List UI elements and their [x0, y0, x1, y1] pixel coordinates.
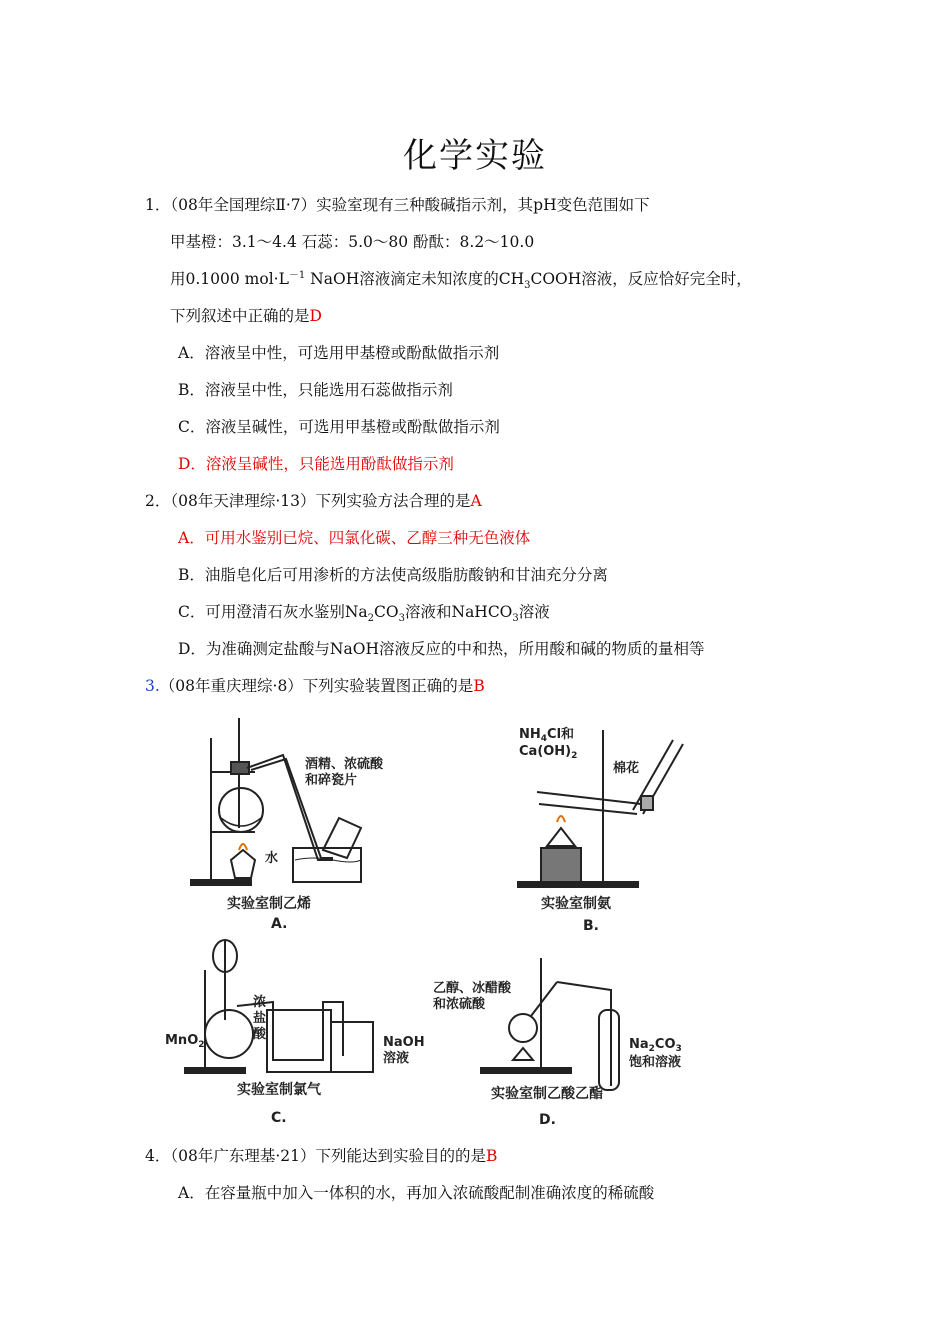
c-letter: C. — [271, 1110, 287, 1126]
d-label-sub2: 3 — [675, 1044, 682, 1054]
q1-line3-text: 用0.1000 mol·L — [170, 270, 289, 288]
q2-stem: （08年天津理综·13）下列实验方法合理的是 — [170, 492, 471, 510]
q1-option-a: A．溶液呈中性，可选用甲基橙或酚酞做指示剂 — [178, 344, 500, 362]
q1-line4-text: 下列叙述中正确的是 — [170, 307, 310, 325]
d-neck — [531, 982, 557, 1016]
q2-option-c-sub1: 2 — [367, 613, 375, 625]
q2-answer: A — [470, 492, 482, 510]
d-label-na: Na — [629, 1037, 649, 1052]
q2-stem-line — [145, 491, 482, 511]
a-label-reagents2: 和碎瓷片 — [305, 773, 358, 788]
a-label-reagents: 酒精、浓硫酸 — [305, 757, 384, 772]
b-letter: B. — [583, 918, 599, 934]
q3-stem-line — [145, 676, 485, 696]
b-label-nh: NH — [519, 727, 541, 742]
d-label-reagents2: 和浓硫酸 — [433, 997, 486, 1012]
d-flask — [509, 1014, 537, 1042]
q1-line3 — [170, 269, 752, 292]
a-lamp — [231, 850, 255, 878]
c-wash-bottle — [267, 1010, 331, 1072]
q2-option-a: A．可用水鉴别已烷、四氯化碳、乙醇三种无色液体 — [178, 529, 531, 547]
q4-option-a: A．在容量瓶中加入一体积的水，再加入浓硫酸配制准确浓度的稀硫酸 — [178, 1184, 655, 1202]
c-label-solution: 溶液 — [383, 1051, 410, 1066]
b-label-cl: Cl和 — [547, 727, 575, 742]
d-label-saturated: 饱和溶液 — [629, 1055, 682, 1070]
c-label-mno: MnO — [165, 1033, 199, 1048]
d-letter: D. — [539, 1112, 556, 1128]
page-title: 化学实验 — [403, 136, 547, 176]
q2-option-c-mid: CO — [374, 603, 399, 621]
q2-option-c-text: C．可用澄清石灰水鉴别Na — [178, 603, 368, 621]
c-label-mno2 — [165, 1033, 205, 1050]
q1-option-d: D．溶液呈碱性，只能选用酚酞做指示剂 — [178, 455, 454, 473]
q1-line3-sub: 3 — [524, 280, 531, 292]
a-letter: A. — [271, 916, 288, 932]
apparatus-svg — [163, 710, 703, 1132]
d-lamp — [513, 1048, 533, 1060]
b-label-reagent1 — [519, 726, 574, 744]
b-label-caoh: Ca(OH) — [519, 744, 572, 759]
b-label-cotton: 棉花 — [613, 761, 640, 776]
c-label-sub: 2 — [198, 1040, 205, 1050]
c-beaker — [331, 1022, 373, 1072]
q3-answer: B — [473, 677, 485, 695]
q2-option-c-mid2: 溶液和NaHCO — [405, 603, 513, 621]
q1-line3-sup: －1 — [288, 269, 306, 281]
q1-option-c: C．溶液呈碱性，可选用甲基橙或酚酞做指示剂 — [178, 418, 500, 436]
q1-stem-line — [145, 195, 650, 215]
a-collection-tube — [323, 818, 361, 858]
q3-number: 3. — [145, 677, 160, 695]
b-label-sub2: 2 — [571, 751, 578, 761]
q2-option-c-sub3: 3 — [512, 613, 519, 625]
apparatus-figure — [163, 710, 703, 1132]
q1-answer: D — [309, 307, 322, 325]
q1-ranges: 甲基橙：3.1～4.4 石蕊：5.0～80 酚酞：8.2～10.0 — [170, 233, 535, 251]
q2-option-c — [178, 602, 550, 625]
q2-option-c-post: 溶液 — [518, 603, 550, 621]
c-caption: 实验室制氯气 — [237, 1082, 321, 1098]
q2-option-c-sub2: 3 — [398, 613, 405, 625]
q1-option-b: B．溶液呈中性，只能选用石蕊做指示剂 — [178, 381, 453, 399]
c-flask — [205, 1010, 253, 1058]
a-caption: 实验室制乙烯 — [227, 896, 311, 912]
q1-line3-post: COOH溶液，反应恰好完全时， — [530, 270, 752, 288]
b-lamp — [547, 828, 575, 846]
d-label-na2co3 — [629, 1037, 682, 1054]
d-caption: 实验室制乙酸乙酯 — [491, 1086, 603, 1102]
d-receiver — [599, 1010, 619, 1090]
c-label-acid2: 盐 — [253, 1011, 267, 1026]
q2-option-b: B．油脂皂化后可用渗析的方法使高级脂肪酸钠和甘油充分分离 — [178, 566, 608, 584]
d-label-co: CO — [654, 1037, 676, 1052]
q2-number: 2． — [145, 492, 171, 510]
b-label-reagent2 — [519, 744, 577, 761]
b-caption: 实验室制氨 — [541, 896, 611, 912]
d-label-sub1: 2 — [648, 1044, 655, 1054]
c-label-naoh: NaOH — [383, 1035, 425, 1050]
q1-line4 — [170, 306, 322, 326]
a-stand-base — [191, 880, 251, 885]
q2-option-d: D．为准确测定盐酸与NaOH溶液反应的中和热，所用酸和碱的物质的量相等 — [178, 640, 705, 658]
b-block — [541, 848, 581, 882]
q4-answer: B — [486, 1147, 498, 1165]
c-label-acid1: 浓 — [253, 995, 267, 1010]
a-water-trough — [293, 848, 361, 882]
q1-number: 1． — [145, 196, 171, 214]
b-label-sub4: 4 — [540, 734, 548, 744]
c-label-acid3: 酸 — [253, 1027, 267, 1042]
q1-line3-mid: NaOH溶液滴定未知浓度的CH — [305, 270, 525, 288]
q1-stem: （08年全国理综Ⅱ·7）实验室现有三种酸碱指示剂，其pH变色范围如下 — [170, 196, 650, 214]
q4-number: 4． — [145, 1147, 171, 1165]
q4-stem-line — [145, 1146, 497, 1166]
q4-stem: （08年广东理基·21）下列能达到实验目的的是 — [170, 1147, 486, 1165]
b-test-tube — [537, 792, 641, 804]
q3-stem: （08年重庆理综·8）下列实验装置图正确的是 — [159, 677, 474, 695]
a-label-water: 水 — [265, 851, 279, 866]
d-label-reagents: 乙醇、冰醋酸 — [433, 981, 512, 996]
